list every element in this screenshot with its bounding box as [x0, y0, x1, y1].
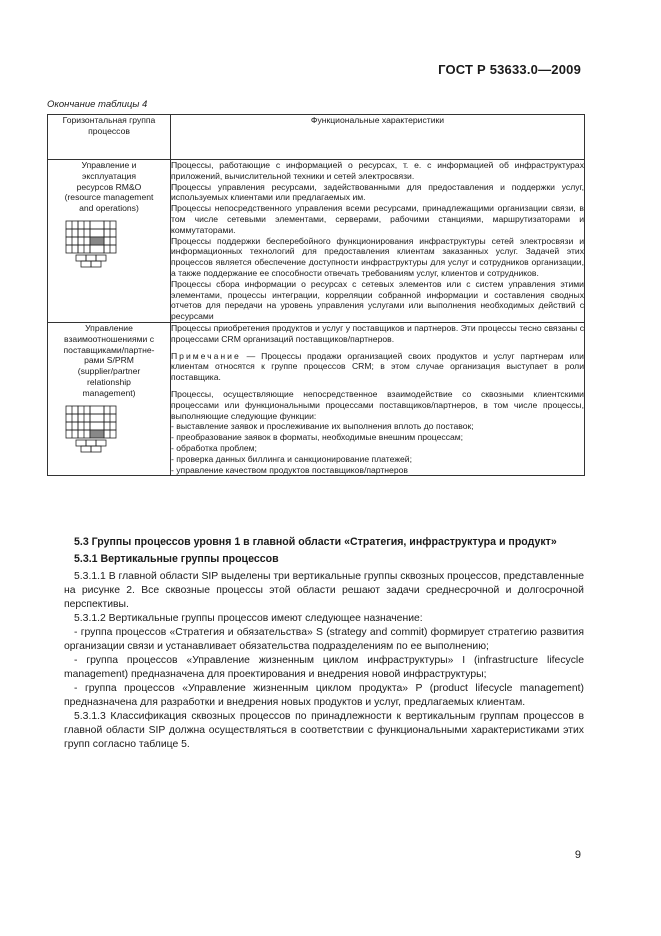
list-item-infrastructure: - группа процессов «Управление жизненным циклом инфраструктуры» I (infrastructure lifecycle management) предназначена для проектирования и внедрения новой инфраструктуры;: [64, 655, 584, 681]
description-paragraph: Процессы управления ресурсами, задействованными для предоставления и поддержки услуг, используемых клиентами или предлагаемых им.: [171, 181, 584, 203]
group-description: [171, 160, 585, 323]
description-paragraph: Процессы непосредственного управления всеми ресурсами, принадлежащими организации связи, в том числе сетевыми элементами, серверами, рабочими станциями, маршрутизаторами и коммутаторами.: [171, 203, 584, 235]
col1-header: Горизонтальная группа процессов: [48, 115, 171, 160]
col2-header: Функциональные характеристики: [171, 115, 585, 160]
list-item: - управление качеством продуктов поставщиков/партнеров: [171, 464, 408, 475]
group-cell: [48, 322, 171, 475]
paragraph-5-3-1-3: 5.3.1.3 Классификация сквозных процессов по принадлежности к вертикальным группам процессов в главной области SIP должна осуществляться в соответствии с функциональными характеристиками этих групп согласно таблице 5.: [64, 711, 584, 751]
table-row: [48, 322, 585, 475]
table-caption: Окончание таблицы 4: [47, 99, 148, 110]
description-paragraph: Процессы приобретения продуктов и услуг у поставщиков и партнеров. Эти процессы тесно связаны с процессами CRM организаций поставщиков/партнеров.: [171, 322, 584, 344]
process-groups-table: [47, 114, 585, 476]
page-number: 9: [574, 849, 581, 861]
process-map-diagram: [62, 405, 124, 453]
list-item: - преобразование заявок в форматы, необходимые внешним процессам;: [171, 432, 464, 443]
description-paragraph: Процессы, осуществляющие непосредственное взаимодействие со сквозными клиентскими процессами или функциональными процессами поставщиков/партнеров, в том числе процессы, выполняющие следующие функции:: [171, 388, 584, 421]
group-cell: [48, 160, 171, 323]
document-code: ГОСТ Р 53633.0—2009: [438, 62, 581, 77]
note-paragraph: [171, 351, 584, 383]
list-item: - обработка проблем;: [171, 442, 257, 453]
group-name: Управление взаимоотношениями с поставщиками/партне- рами S/PRM (supplier/partner relationship management): [63, 322, 155, 398]
description-paragraph: Процессы сбора информации о ресурсах с сетевых элементов или с систем управления этими элементами, процессы интеграции, корреляции собранной информации и составления сводных отчетов для передачи на уровень управления услугами или выполнения необходимых действий с ресурсами: [171, 278, 584, 322]
list-item-product: - группа процессов «Управление жизненным циклом продукта» P (product lifecycle management) предназначена для разработки и внедрения новых продуктов и услуг, предлагаемых клиентам.: [64, 683, 584, 709]
table-header-row: [48, 115, 585, 160]
description-paragraph: Процессы, работающие с информацией о ресурсах, т. е. с информацией об инфраструктурах приложений, вычислительной техники и сетей электросвязи.: [171, 160, 584, 181]
list-item: - проверка данных биллинга и санкционирование платежей;: [171, 453, 412, 464]
description-paragraph: Процессы поддержки бесперебойного функционирования инфраструктуры сетей электросвязи и информационных технологий для предоставления клиентам заказанных услуг. Задачей этих процессов является обеспечение доступности инфраструктуры для услуг и сотрудников организации, а также поддержание ее способности отвечать требованиям услуг, клиентов и сотрудников.: [171, 235, 584, 278]
note-text: — Процессы продажи организацией своих продуктов и услуг партнерам или клиентам относятся к группе процессов CRM; в этом случае организация выступает в роли поставщика.: [171, 350, 584, 383]
note-label: Примечание: [171, 350, 241, 361]
section-heading: 5.3 Группы процессов уровня 1 в главной области «Стратегия, инфраструктура и продукт»: [74, 536, 557, 548]
process-map-diagram: [62, 220, 124, 268]
group-description: [171, 322, 585, 475]
paragraph-5-3-1-1: 5.3.1.1 В главной области SIP выделены три вертикальные группы сквозных процессов, представленные на рисунке 2. Все сквозные процессы этой области решают задачи среднесрочной и долгосрочной перспективы.: [64, 571, 584, 611]
list-item-strategy: - группа процессов «Стратегия и обязательства» S (strategy and commit) формирует стратегию развития организации связи и устанавливает обязательства подразделениям по ее выполнению;: [64, 627, 584, 653]
subsection-heading: 5.3.1 Вертикальные группы процессов: [74, 553, 279, 565]
list-item: - выставление заявок и прослеживание их выполнения вплоть до поставок;: [171, 421, 474, 432]
group-name: Управление и эксплуатация ресурсов RM&O (resource management and operations): [64, 160, 154, 214]
paragraph-5-3-1-2: 5.3.1.2 Вертикальные группы процессов имеют следующее назначение:: [74, 613, 423, 624]
table-row: [48, 160, 585, 323]
